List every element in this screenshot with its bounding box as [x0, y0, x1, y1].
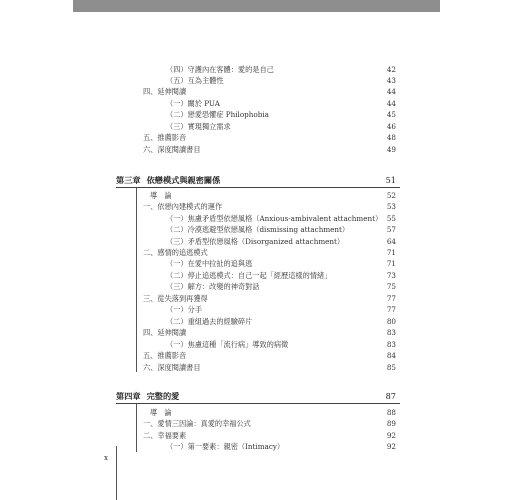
- toc-entry[interactable]: 導 論 88: [150, 408, 396, 417]
- chapter-number: 第三章: [116, 175, 141, 185]
- toc-entry[interactable]: （一）分手 77: [166, 305, 396, 314]
- toc-entry[interactable]: （三）解方：改變的神奇對話 75: [166, 282, 396, 291]
- toc-entry[interactable]: （二）冷漠逃避型依戀風格（dismissing attachment） 57: [166, 225, 396, 234]
- toc-entry[interactable]: （三）矛盾型依戀風格（Disorganized attachment） 64: [166, 237, 396, 246]
- toc-entry[interactable]: 導 論 52: [150, 191, 396, 200]
- toc-entry[interactable]: 五、推薦影音 48: [143, 133, 396, 142]
- toc-entry[interactable]: （五）互為主體性 43: [166, 76, 396, 85]
- toc-entry[interactable]: （四）守護內在客體：愛的是自己 42: [166, 65, 396, 74]
- chapter-title: 依戀模式與親密關係: [146, 175, 221, 185]
- chapter-page: 87: [385, 391, 396, 401]
- toc-entry[interactable]: 五、推薦影音 84: [143, 351, 396, 360]
- chapter-4-heading[interactable]: [116, 389, 398, 403]
- chapter-3-heading[interactable]: [116, 173, 398, 187]
- toc-entry[interactable]: （三）實現獨立需求 46: [166, 122, 396, 131]
- toc-entry[interactable]: （一）在愛中拉扯的追與逃 71: [166, 259, 396, 268]
- toc-entry[interactable]: 六、深度閱讀書目 49: [143, 145, 396, 154]
- chapter-title: 完整的愛: [146, 391, 180, 401]
- page-margin-line: [116, 446, 117, 500]
- chapter-rule: [116, 187, 400, 188]
- page-number: x: [104, 454, 108, 462]
- toc-entry[interactable]: 一、依戀內建模式的運作 53: [143, 202, 396, 211]
- toc-entry[interactable]: （二）重組過去的經驗碎片 80: [166, 317, 396, 326]
- toc-entry[interactable]: 四、延伸閱讀 83: [143, 328, 396, 337]
- toc-entry[interactable]: （一）第一要素：親密（Intimacy） 92: [166, 442, 396, 451]
- chapter-number: 第四章: [116, 391, 141, 401]
- toc-entry[interactable]: 一、愛情三因論：真愛的幸福公式 89: [143, 419, 396, 428]
- toc-entry[interactable]: （一）焦慮矛盾型依戀風格（Anxious-ambivalent attachment） 55: [166, 214, 396, 223]
- toc-entry[interactable]: （二）戀愛恐懼症 Philophobia 45: [166, 110, 396, 119]
- toc-entry[interactable]: 二、感情的追逃模式 71: [143, 248, 396, 257]
- toc-entry[interactable]: （一）關於 PUA 44: [166, 99, 396, 108]
- toc-entry[interactable]: （一）焦慮這種「流行病」導致的病徵 83: [166, 340, 396, 349]
- chapter-rule: [116, 403, 400, 404]
- toc-entry[interactable]: 二、幸福要素 92: [143, 431, 396, 440]
- top-gray-bar: [73, 0, 440, 12]
- toc-entry[interactable]: 三、從失落到再獲得 77: [143, 294, 396, 303]
- toc-entry[interactable]: 六、深度閱讀書目 85: [143, 363, 396, 372]
- toc-entry[interactable]: （二）停止追逃模式：自己一起「經歷這樣的情緒」 73: [166, 271, 396, 280]
- toc-entry[interactable]: 四、延伸閱讀 44: [143, 87, 396, 96]
- chapter-page: 51: [385, 175, 396, 185]
